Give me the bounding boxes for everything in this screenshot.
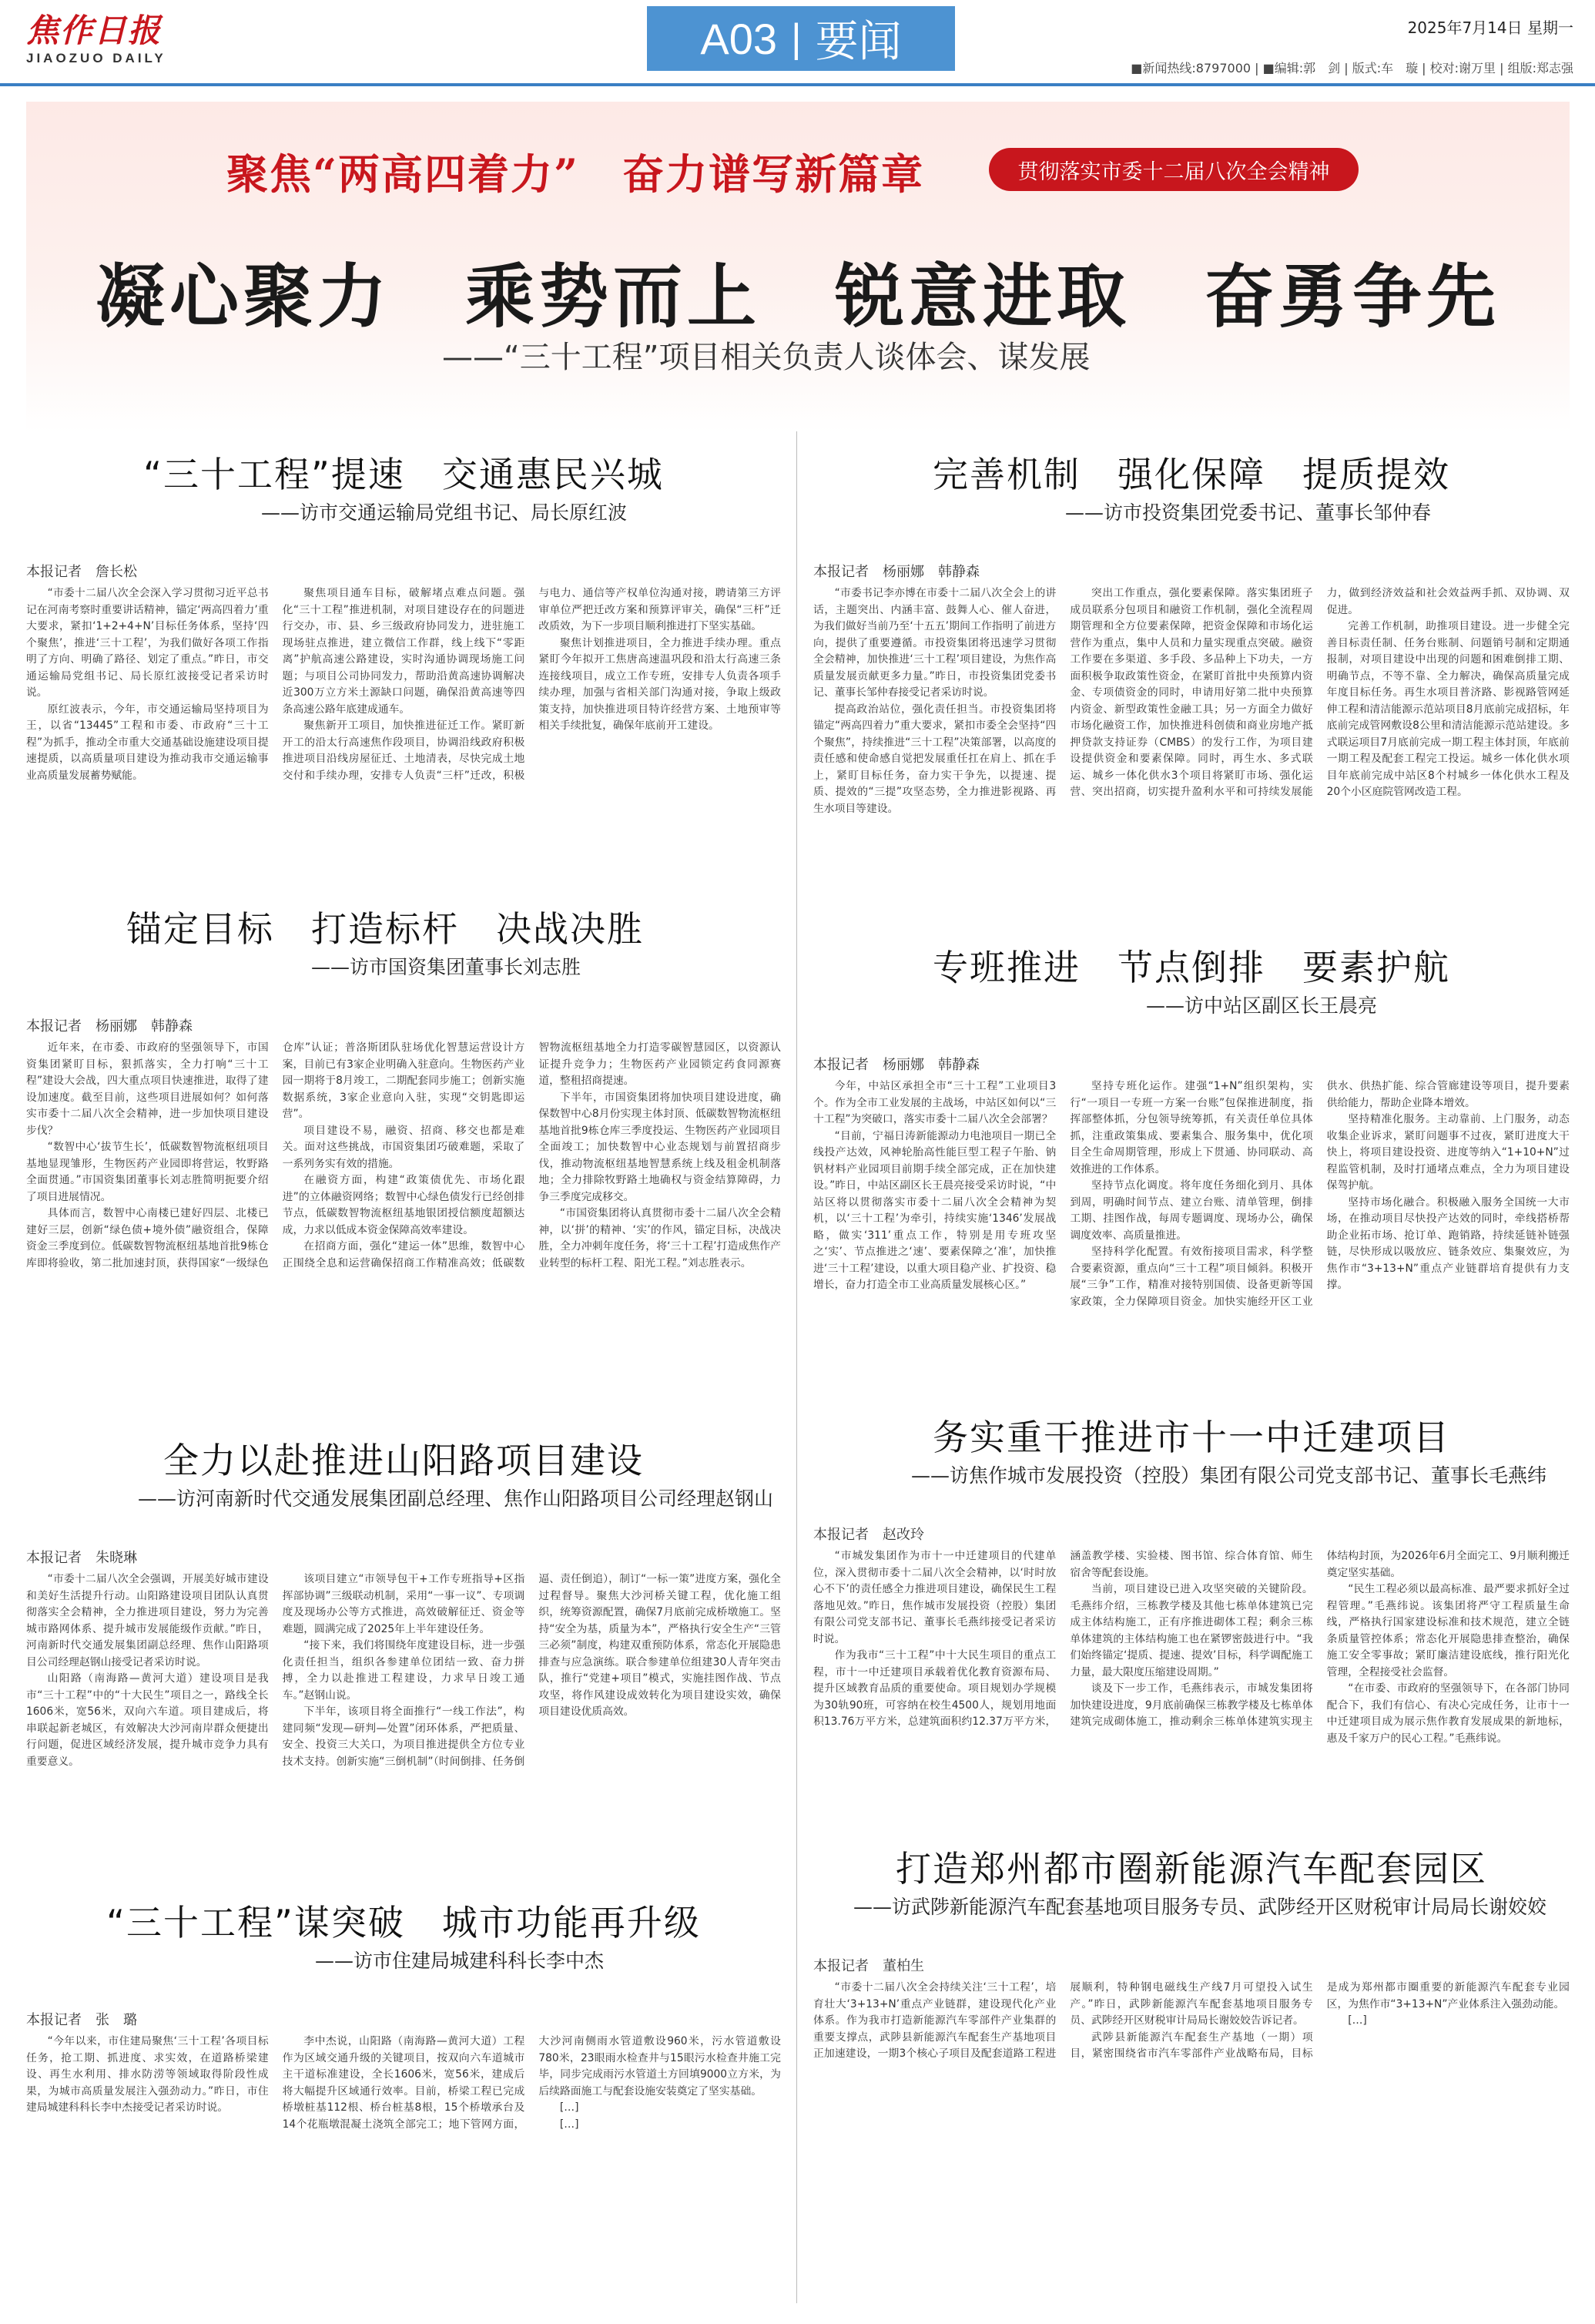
article-byline: 本报记者 赵改玲 [813,1527,924,1543]
paragraph: 武陟县新能源汽车配套生产基地（一期）项目，紧密围绕省市汽车零部件产业战略布局，目标是成为郑州都市圈重要的新能源汽车配套专业园区，为焦作市“3+13+N”产业体系注入强劲动能。 [1070,1981,1570,2060]
paragraph: “接下来，我们将围绕年度建设目标，进一步强化责任担当，组织各参建单位团结一致、奋力拼搏，全力以赴推进工程建设，力求早日竣工通车。”赵钢山说。 [282,1639,525,1702]
article-subtitle: ——访市投资集团党委书记、董事长邹仲春 [1064,501,1431,524]
paragraph: “今年以来，市住建局聚焦‘三十工程’各项目标任务，抢工期、抓进度、求实效，在道路桥梁建设、再生水利用、排水防涝等领域取得阶段性成果，为城市高质量发展注入强劲动力。”昨日，市住建局城建科科长李中杰接受记者采访时说。 [26,2035,269,2114]
paragraph: 坚持科学化配置。有效衔接项目需求，科学整合要素资源，重点向“三十工程”项目倾斜。积极开展“三争”工作，精准对接特别国债、设备更新等国家政策，全力保障项目资金。加快实施经开区工业供水、供热扩能、综合管廊建设等项目，提升要素供给能力，帮助企业降本增效。 [1070,1080,1570,1308]
paragraph: 坚持专班化运作。建强“1+N”组织架构，实行“一项目一专班一方案一台账”包保推进制度，指挥部整体抓，分包领导统筹抓，有关责任单位具体抓，注重政策集成、要素集合、服务集中，优化项目全生命周期管理，形成上下贯通、协同联动、高效推进的工作体系。 [1070,1080,1313,1175]
article-byline: 本报记者 张 璐 [26,2012,137,2028]
paragraph: 完善工作机制，助推项目建设。进一步健全完善目标责任制、任务台账制、问题销号制和定期通报制，对项目建设中出现的问题和困难倒排工期、明确节点，不等不靠、全力解决，确保高质量完成年度目标任务。再生水项目普济路、影视路管网延伸工程和清洁能源示范站项目8月底前完成招标，年底前完成管网敷设8公里和清洁能源示范站建设。多式联运项目7月底前完成一期工程主体封顶，年底前一期工程及配套工程完工投运。城乡一体化供水项目年底前完成中站区8个村城乡一体化供水工程及20个小区庭院管网改造工程。 [1326,620,1570,798]
paragraph: 山阳路（南海路—黄河大道）建设项目是我市“三十工程”中的“十大民生”项目之一，路线全长1606米，宽56米，双向六车道。项目建成后，将串联起新老城区，有效解决大沙河南岸群众便捷出行问题，促进区域经济发展，提升城市竞争力具有重要意义。 [26,1672,269,1768]
paragraph: 原红波表示，今年，市交通运输局坚持项目为王，以省“13445”工程和市委、市政府“三十工程”为抓手，推动全市重大交通基础设施建设项目提速提质，以高质量项目建设为推动我市交通运输事业高质量发展蓄势赋能。 [26,703,269,782]
article-subtitle: ——访中站区副区长王晨亮 [1145,994,1377,1017]
paragraph: 项目建设不易，融资、招商、移交也都是难关。面对这些挑战，市国资集团巧破难题，采取了一系列务实有效的措施。 [282,1124,525,1170]
paragraph: 在融资方面，构建“政策债优先、市场化跟进”的立体融资网络；数智中心绿色债发行已经创排节点，低碳数智物流枢纽基地银团授信额度超额达成，力求以低成本资金保障高效率建设。 [282,1174,525,1236]
article-byline: 本报记者 杨丽娜 韩静森 [26,1018,193,1035]
banner-tag: 贯彻落实市委十二届八次全会精神 [989,148,1359,191]
article-title: 务实重干推进市十一中迁建项目 [933,1417,1450,1458]
logo-text: 焦作日报 [26,12,163,49]
paragraph: 谈及下一步工作，毛燕纬表示，市城发集团将加快建设进度，9月底前确保三栋教学楼及七栋单体建筑完成砌体施工，推动剩余三栋单体建筑实现主体结构封顶，为2026年6月全面完工、9月顺利搬迁奠定坚实基础。 [1070,1550,1570,1728]
newspaper-logo [26,11,166,66]
article-state-assets-group [26,901,781,1379]
article-body [26,585,781,878]
paragraph: 具体而言，数智中心南楼已建好四层、北楼已建好三层，创新“绿色债+境外债”融资组合，保障资金三季度到位。低碳数智物流枢纽基地首批9栋仓库即将验收，第二批加速封顶，获得国家“一级绿色仓库”认证；普洛斯团队驻场优化智慧运营设计方案，目前已有3家企业明确入驻意向。生物医药产业园一期将于8月竣工，二期配套同步施工；创新实施数据系统，3家企业意向入驻，实现“交钥匙即运营”。 [26,1041,525,1269]
paragraph: “市委十二届八次全会强调，开展美好城市建设和美好生活提升行动。山阳路建设项目团队认真贯彻落实全会精神，全力推进项目建设，努力为完善城市路网体系、提升城市发展能级作贡献。”昨日，河南新时代交通发展集团副总经理、焦作山阳路项目公司经理赵钢山接受记者采访时说。 [26,1573,269,1668]
article-subtitle: ——访市交通运输局党组书记、局长原红波 [260,501,627,524]
article-subtitle: ——访市住建局城建科科长李中杰 [314,1950,604,1972]
column-divider [796,431,797,2303]
paragraph: 坚持节点化调度。将年度任务细化到月、具体到周，明确时间节点、建立台账、清单管理，倒排工期、挂图作战，每周专题调度、现场办公，确保调度效率、高质量推进。 [1070,1179,1313,1242]
paragraph: “市委书记李亦博在市委十二届八次全会上的讲话，主题突出、内涵丰富、鼓舞人心、催人奋进，为我们做好当前乃至‘十五五’期间工作指明了前进方向，提供了重要遵循。市投资集团将迅速学习贯彻全会精神，加快推进‘三十工程’项目建设，为焦作高质量发展贡献更多力量。”昨日，市投资集团党委书记、董事长邹仲春接受记者采访时说。 [813,587,1057,699]
article-title: 全力以赴推进山阳路项目建设 [163,1440,644,1481]
paragraph: 聚焦新开工项目，加快推进征迁工作。紧盯新开工的沿太行高速焦作段项目，协调沿线政府积极推进项目沿线房屋征迁、土地清表，尽快完成土地交付和手续办理，安排专人负责“三杆”迁改，积极与电力、通信等产权单位沟通对接，聘请第三方评审单位严把迁改方案和预算评审关，确保“三杆”迁改质效，为下一步项目顺利推进打下坚实基础。 [282,587,781,782]
article-byline: 本报记者 杨丽娜 韩静森 [813,564,980,580]
paragraph: […] [559,2118,579,2131]
article-title: “三十工程”提速 交通惠民兴城 [143,454,664,495]
paragraph: […] [1348,2014,1367,2027]
article-no11-school [813,1410,1570,1810]
logo-english: JIAOZUO DAILY [26,51,166,65]
article-title: 打造郑州都市圈新能源汽车配套园区 [896,1848,1487,1890]
article-zhongzhan-district [813,940,1570,1379]
article-body [813,585,1570,909]
main-headline: 凝心聚力 乘势而上 锐意进取 奋勇争先 [95,256,1500,337]
paragraph: 坚持精准化服务。主动靠前、上门服务，动态收集企业诉求，紧盯问题事不过夜，紧盯进度大干快上，将项目建设投资、进度等纳入“1+10+N”过程监管机制，及时打通堵点难点，全力为项目建设保驾护航。 [1326,1113,1570,1192]
article-byline: 本报记者 朱晓琳 [26,1550,137,1566]
paragraph: 今年，中站区承担全市“三十工程”工业项目3个。作为全市工业发展的主战场，中站区如何以“三十工程”为突破口，落实市委十二届八次全会部署？ [813,1080,1057,1125]
article-subtitle: ——访焦作城市发展投资（控股）集团有限公司党支部书记、董事长毛燕纬 [910,1464,1546,1487]
main-subheadline: ——“三十工程”项目相关负责人谈体会、谋发展 [442,340,1091,375]
article-byline: 本报记者 杨丽娜 韩静森 [813,1057,980,1073]
article-title: 锚定目标 打造标杆 决战决胜 [126,908,644,950]
page-number: A03 [700,14,778,63]
article-body [813,1548,1570,1810]
page-separator: | [791,16,802,61]
article-body [813,1078,1570,1379]
paragraph: “民生工程必须以最高标准、最严要求抓好全过程管理。”毛燕纬说。该集团将严守工程质量生命线，严格执行国家建设标准和技术规范，建立全链条质量管控体系；常态化开展隐患排查整治，确保施工安全零事故；紧盯廉洁建设底线，推行阳光化管理，全程接受社会监督。 [1326,1583,1570,1678]
paragraph: 提高政治站位，强化责任担当。市投资集团将锚定“两高四着力”重大要求，紧扣市委全会坚持“四个聚焦”，持续推进“三十工程”决策部署，以高度的责任感和使命感自觉把发展重任扛在肩上、抓在手上，紧盯目标任务，奋力实干争先，以提速、提质、提效的“三提”攻坚态势，全力推进影视路、再生水项目等建设。 [813,703,1057,815]
article-housing-bureau [26,1895,781,2311]
article-title: 专班推进 节点倒排 要素护航 [933,947,1450,988]
paragraph: 在招商方面，强化“建运一体”思维，数智中心正围绕全息和运营确保招商工作精准高效；低碳数智物流枢纽基地全力打造零碳智慧园区，以资源认证提升竞争力；生物医药产业园锁定药食同源赛道，整租招商提速。 [282,1041,781,1269]
paragraph: “市城发集团作为市十一中迁建项目的代建单位，深入贯彻市委十二届八次全会精神，以‘时时放心不下’的责任感全力推进项目建设，确保民生工程落地见效。”昨日，焦作城市发展投资（控股）集团有限公司党支部书记、董事长毛燕纬接受记者采访时说。 [813,1550,1057,1645]
section-name: 要闻 [815,17,902,65]
masthead [0,0,1595,86]
paragraph: “市委十二届八次全会深入学习贯彻习近平总书记在河南考察时重要讲话精神，锚定‘两高四着力’重大要求，紧扣‘1+2+4+N’目标任务体系，坚持‘四个聚焦’，推进‘三十工程’，为我们做好各项工作指明了方向、明确了路径、划定了重点。”昨日，市交通运输局党组书记、局长原红波接受记者采访时说。 [26,587,269,699]
article-wuzhi-ev-base [813,1841,1570,2311]
feature-banner [26,102,1570,433]
article-body [26,1040,781,1379]
paragraph: 突出工作重点，强化要素保障。落实集团班子成员联系分包项目和融资工作机制，强化全流程周期管理和全方位要素保障，把资金保障和市场化运营作为重点，集中人员和力量实现重点突破。融资工作要在多渠道、多手段、多品种上下功夫，一方面积极争取政策性资金，在紧盯首批中央预算内资金、专项债资金的同时，申请用好第二批中央预算内资金、新型政策性金融工具；另一方面全力做好市场化融资工作，加快推进科创债和商业房地产抵押贷款支持证券（CMBS）的发行工作，为项目建设提供资金和要素保障。同时，再生水、多式联运、城乡一体化供水3个项目将紧盯市场、强化运营、突出招商，切实提升盈利水平和可持续发展能力，做到经济效益和社会效益两手抓、双协调、双促进。 [1070,587,1570,798]
paragraph: 李中杰说，山阳路（南海路—黄河大道）工程作为区域交通升级的关键项目，按双向六车道城市主干道标准建设，全长1606米，宽56米，建成后将大幅提升区域通行效率。目前，桥梁工程已完成桥墩桩基112根、桥台桩基8根，15个桥墩承台及14个花瓶墩混凝土浇筑全部完工；地下管网方面，大沙河南侧雨水管道敷设960米，污水管道敷设780米，23眼雨水检查井与15眼污水检查井施工完毕，同步完成雨污水管道土方回填9000立方米，为后续路面施工与配套设施安装奠定了坚实基础。 [282,2035,781,2131]
paragraph: “数智中心‘拔节生长’，低碳数智物流枢纽项目基地显现雏形，生物医药产业园即将营运，牧野路全面贯通。”市国资集团董事长刘志胜简明扼要介绍了项目进展情况。 [26,1141,269,1203]
banner-slogan: 聚焦“两高四着力” 奋力谱写新篇章 [226,149,925,199]
article-title: “三十工程”谋突破 城市功能再升级 [106,1902,701,1943]
paragraph: 作为我市“三十工程”中十大民生项目的重点工程，市十一中迁建项目承载着优化教育资源布局、提升区域教育品质的重要使命。项目规划办学规模为30轨90班，可容纳在校生4500人，规划用地面积13.76万平方米，总建筑面积约12.37万平方米，涵盖教学楼、实验楼、图书馆、综合体育馆、师生宿舍等配套设施。 [813,1550,1313,1728]
paragraph: […] [559,2101,579,2114]
paragraph: 下半年，市国资集团将加快项目建设进度，确保数智中心8月份实现主体封顶、低碳数智物流枢纽基地首批9栋仓库三季度投运、生物医药产业园项目全面竣工；加快数智中心业态规划与前置招商步伐，推动物流枢纽基地智慧系统上线及租金机制落地；全力排除牧野路土地确权与资金结算障碍，力争三季度完成移交。 [538,1091,781,1203]
article-body [26,2034,781,2295]
article-investment-group [813,447,1570,909]
article-transport [26,447,781,878]
paragraph: “在市委、市政府的坚强领导下，在各部门协同配合下，我们有信心、有决心完成任务，让市十一中迁建项目成为展示焦作教育发展成果的新地标，惠及千家万户的民心工程。”毛燕纬说。 [1326,1682,1570,1745]
paragraph: 聚焦计划推进项目，全力推进手续办理。重点紧盯今年拟开工焦唐高速温巩段和沿太行高速三条连接线项目，成立工作专班，安排专人负责各项手续办理，加强与省相关部门沟通对接，争取上级政策支持，加快推进项目特许经营方案、土地预审等相关手续批复，确保年底前开工建设。 [538,636,781,732]
paragraph: “目前，宁福日涛新能源动力电池项目一期已全线投产达效，风神轮胎高性能巨型工程子午胎、钠钒材料产业园项目前期手续全部完成，正在加快建设。”昨日，中站区副区长王晨亮接受采访时说，“中站区将以贯彻落实市委十二届八次全会精神为契机，以‘三十工程’为牵引，持续实施‘1346’发展战略，做实‘311’重点工作，特别是用专班攻坚之‘实’、节点推进之‘速’、要素保障之‘准’，加快推进‘三十工程’建设，以重大项目稳产业、扩投资、稳增长，奋力打造全市工业高质量发展核心区。” [813,1129,1057,1291]
paragraph: “市国资集团将认真贯彻市委十二届八次全会精神，以‘拼’的精神、‘实’的作风，锚定目标，决战决胜，全力冲刺年度任务，将‘三十工程’打造成焦作产业转型的标杆工程、阳光工程。”刘志胜表示。 [538,1207,781,1269]
paragraph: 近年来，在市委、市政府的坚强领导下，市国资集团紧盯目标，狠抓落实，全力打响“三十工程”建设大会战，四大重点项目快速推进，取得了建设加速度。截至目前，这些项目进展如何？如何落实市委十二届八次全会精神，进一步加快项目建设步伐？ [26,1041,269,1137]
paragraph: 坚持市场化融合。积极融入服务全国统一大市场，在推动项目尽快投产达效的同时，牵线搭桥帮助企业拓市场、抢订单、跑销路，持续延链补链强链，尽快形成以吸放应、链条效应、集聚效应，为焦作市“3+13+N”重点产业链群培育提供有力支撑。 [1326,1196,1570,1291]
paragraph: 该项目建立“市领导包干+工作专班指导+区指挥部协调”三级联动机制，采用“一事一议”、专项调度及现场办公等方式推进，高效破解征迁、资金等难题，圆满完成了2025年上半年建设任务。 [282,1573,525,1635]
page-section-bar [647,6,955,71]
article-title: 完善机制 强化保障 提质提效 [933,454,1450,495]
article-subtitle: ——访市国资集团董事长刘志胜 [310,956,581,978]
article-byline: 本报记者 詹长松 [26,564,137,580]
article-body [26,1571,781,1864]
paragraph: 下半年，该项目将全面推行“一线工作法”，构建同频“发现—研判—处置”闭环体系，严把质量、安全、投资三大关口，为项目推进提供全方位专业技术支持。创新实施“三倒机制”（时间倒排、任务倒逼、责任倒追），制订“一标一策”进度方案，强化全过程督导。聚焦大沙河桥关键工程，优化施工组织，统筹资源配置，确保7月底前完成桥墩施工。坚持“安全为基，质量为本”，严格执行安全生产“三管三必须”制度，构建双重预防体系，常态化开展隐患排查与应急演练。联合参建单位组建30人青年突击队，推行“党建+项目”模式，实施挂图作战、节点攻坚，将作风建设成效转化为项目建设实效，确保项目建设优质高效。 [282,1573,781,1768]
issue-date: 2025年7月14日 星期一 [1407,18,1573,37]
article-byline: 本报记者 董柏生 [813,1958,924,1974]
article-subtitle: ——访武陟新能源汽车配套基地项目服务专员、武陟经开区财税审计局局长谢姣姣 [853,1896,1546,1918]
paragraph: 聚焦项目通车目标，破解堵点难点问题。强化“三十工程”推进机制，对项目建设存在的问题进行交办，市、县、乡三级政府协同发力，进驻施工现场驻点推进，建立微信工作群，线上线下“零距离”护航高速公路建设，实时沟通协调现场施工问题；与项目公司协同发力，帮助沿黄高速协调解决近300万立方米土源缺口问题，确保沿黄高速等四条高速公路年底建成通车。 [282,587,525,716]
article-shanyang-road [26,1433,781,1872]
paragraph: “市委十二届八次全会持续关注‘三十工程’，培育壮大‘3+13+N’重点产业链群，建设现代化产业体系。作为我市打造新能源汽车零部件产业集群的重要支撑点，武陟县新能源汽车配套生产基地项目正加速建设，一期3个核心子项目及配套道路工程进展顺利，特种钢电磁线生产线7月可望投入试生产。”昨日，武陟新能源汽车配套基地项目服务专员、武陟经开区财税审计局局长谢姣姣告诉记者。 [813,1981,1313,2060]
paragraph: 当前，项目建设已进入攻坚突破的关键阶段。毛燕纬介绍，三栋教学楼及其他七栋单体建筑已完成主体结构施工，正有序推进砌体工程；剩余三栋单体建筑的主体结构施工也在紧锣密鼓进行中。“我们始终锚定‘提质、提速、提效’目标，科学调配施工力量，最大限度压缩建设周期。” [1070,1583,1313,1678]
staff-credits: ■新闻热线:8797000 | ■编辑:郭 剑 | 版式:车 璇 | 校对:谢万里 | 组版:郑志强 [1131,61,1573,75]
article-subtitle: ——访河南新时代交通发展集团副总经理、焦作山阳路项目公司经理赵钢山 [137,1487,773,1510]
article-body [813,1980,1570,2295]
